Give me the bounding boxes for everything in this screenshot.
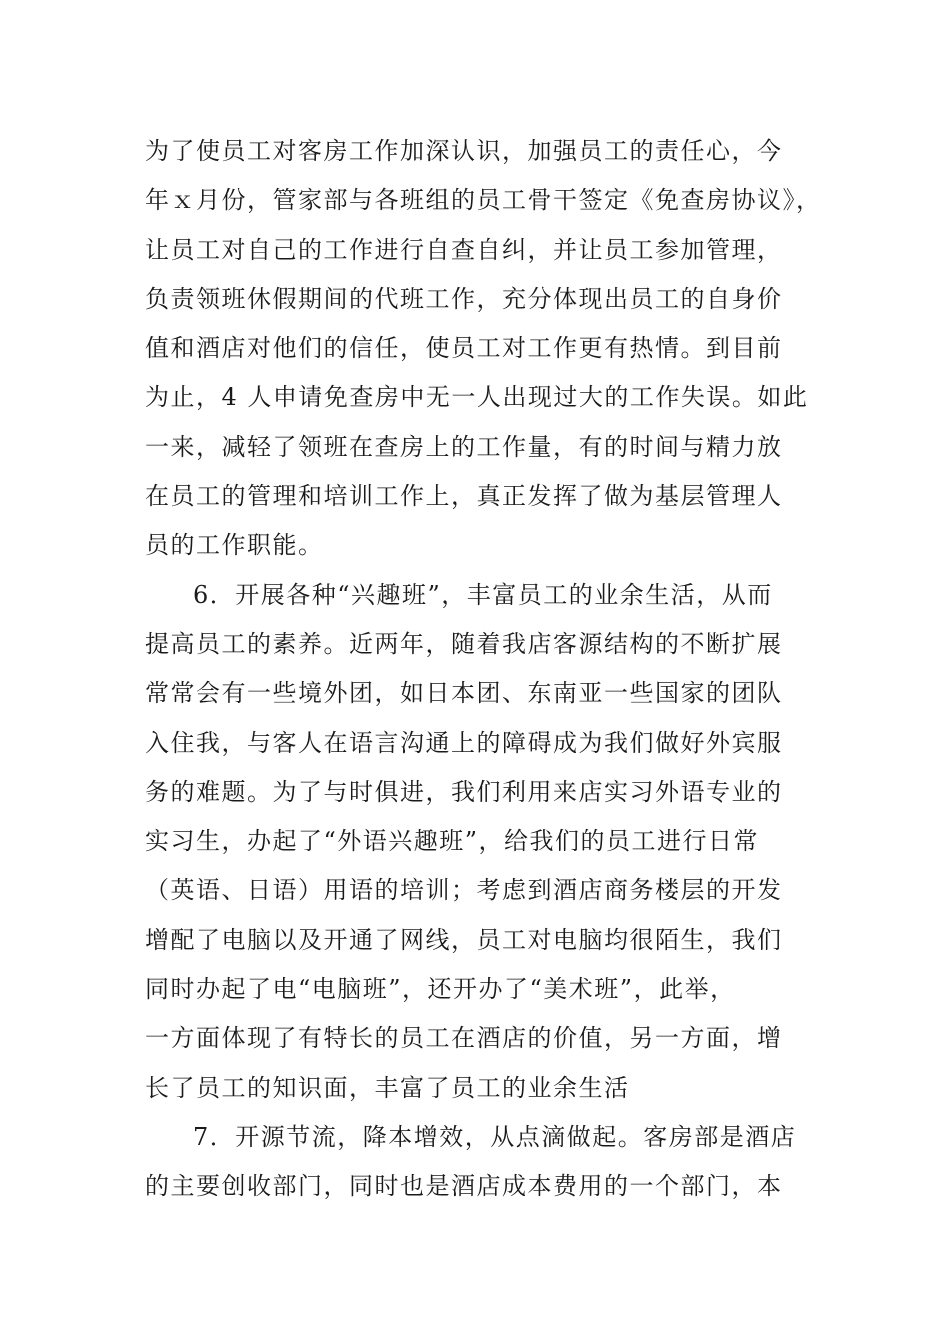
text-line: 员的工作职能。 (145, 531, 324, 560)
text-line: 长了员工的知识面，丰富了员工的业余生活 (145, 1073, 630, 1102)
text-line: 的主要创收部门，同时也是酒店成本费用的一个部门，本 (145, 1172, 783, 1201)
text-line: 同时办起了电“电脑班”，还开办了“美术班”，此举， (145, 975, 736, 1004)
text-line: 为了使员工对客房工作加深认识，加强员工的责任心，今 (145, 137, 783, 165)
text-line: 年ｘ月份，管家部与各班组的员工骨干签定《免查房协议》， (145, 186, 822, 215)
paragraph-2 (145, 571, 815, 1113)
text-line: 务的难题。为了与时俱进，我们利用来店实习外语专业的 (145, 777, 783, 806)
text-line: 在员工的管理和培训工作上，真正发挥了做为基层管理人 (145, 482, 783, 511)
text-line-first: 7．开源节流，降本增效，从点滴做起。客房部是酒店 (193, 1122, 797, 1151)
text-line: 值和酒店对他们的信任，使员工对工作更有热情。到目前 (145, 334, 783, 363)
paragraph-1 (145, 127, 822, 571)
text-line: 增配了电脑以及开通了网线，员工对电脑均很陌生，我们 (145, 925, 783, 954)
text-line: 负责领班休假期间的代班工作，充分体现出员工的自身价 (145, 284, 783, 313)
text-line-first: 6．开展各种“兴趣班”，丰富员工的业余生活，从而 (193, 580, 773, 609)
document-body (145, 127, 822, 1212)
text-line: 一来，减轻了领班在查房上的工作量，有的时间与精力放 (145, 432, 783, 461)
text-line: （英语、日语）用语的培训；考虑到酒店商务楼层的开发 (145, 876, 783, 905)
text-line: 让员工对自己的工作进行自查自纠，并让员工参加管理， (145, 235, 783, 264)
text-line: 入住我，与客人在语言沟通上的障碍成为我们做好外宾服 (145, 728, 783, 757)
text-line: 实习生，办起了“外语兴趣班”，给我们的员工进行日常 (145, 827, 760, 856)
text-line: 常常会有一些境外团，如日本团、东南亚一些国家的团队 (145, 679, 783, 708)
text-line: 一方面体现了有特长的员工在酒店的价值，另一方面，增 (145, 1024, 783, 1053)
text-line: 为止，4 人申请免查房中无一人出现过大的工作失误。如此 (145, 383, 809, 412)
paragraph-3 (145, 1113, 815, 1212)
text-line: 提高员工的素养。近两年，随着我店客源结构的不断扩展 (145, 629, 783, 658)
